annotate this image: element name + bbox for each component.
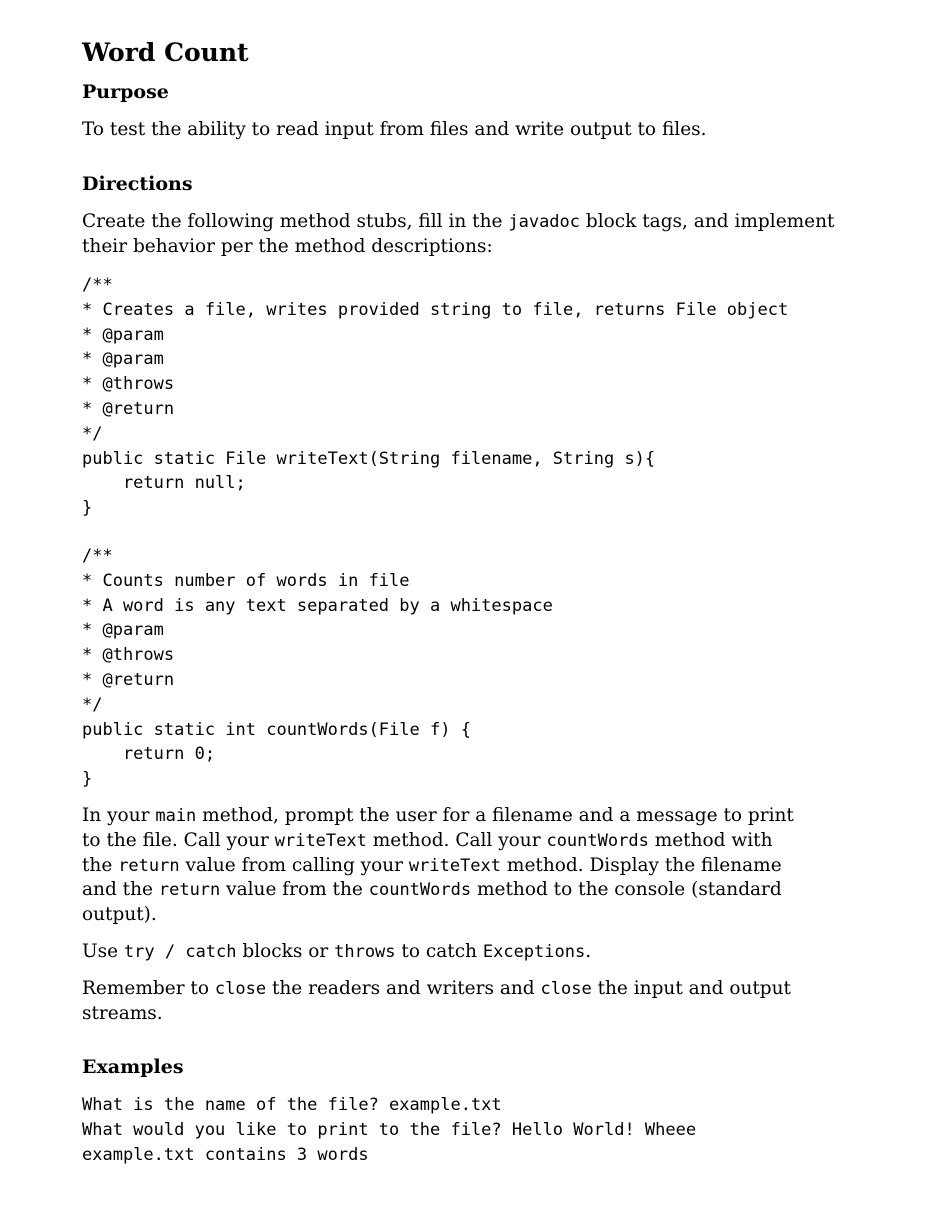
example-line: example.txt contains 3 words [82, 1144, 369, 1165]
purpose-text-line: To test the ability to read input from files and write output to files. [82, 119, 707, 140]
inline-code: return [118, 855, 180, 876]
text-span: block tags, and implement [580, 211, 835, 232]
code-line: * @param [82, 349, 164, 370]
code-line: } [82, 769, 93, 790]
inline-code: javadoc [508, 212, 581, 232]
code-line: * Creates a file, writes provided string to file, returns File object [82, 299, 789, 320]
code-line: public static int countWords(File f) { [82, 719, 471, 740]
text-span: Use [82, 941, 124, 962]
text-span: to catch [395, 941, 483, 962]
code-line: return null; [82, 473, 246, 494]
text-span: value from calling your [179, 854, 409, 876]
text-span: value from the [220, 879, 369, 901]
paragraph-line [82, 940, 842, 965]
inline-code: Exceptions [482, 942, 586, 962]
text-span: blocks or [236, 941, 335, 962]
code-line: * @throws [82, 374, 175, 395]
text-span: to the file. Call your [82, 829, 275, 851]
paragraph-line: output). [82, 904, 157, 926]
main-method-paragraph [82, 804, 842, 928]
text-span: the readers and writers and [266, 978, 541, 999]
code-line: return 0; [82, 744, 216, 765]
text-span: Create the following method stubs, fill in the [82, 211, 509, 232]
paragraph-line [82, 854, 842, 879]
inline-code: throws [334, 942, 396, 962]
directions-intro [82, 210, 842, 260]
inline-code: main [155, 806, 197, 826]
directions-intro-line-2: their behavior per the method descriptions: [82, 235, 493, 257]
inline-code: return [158, 880, 221, 901]
paragraph-line: streams. [82, 1002, 163, 1024]
paragraph-line [82, 878, 842, 903]
inline-code: writeText [274, 830, 367, 851]
text-span: method. Display the filename [501, 854, 782, 876]
inline-code: countWords [368, 880, 472, 901]
inline-code: close [214, 979, 267, 999]
code-line: * @throws [82, 645, 175, 666]
example-line: What is the name of the file? example.txt [82, 1095, 502, 1115]
code-line: /** [82, 546, 113, 566]
page-title: Word Count [82, 38, 249, 67]
code-line: * @param [82, 620, 164, 641]
paragraph-line [82, 977, 842, 1002]
examples-code-block [82, 1093, 696, 1167]
text-span: method to the console (standard [471, 879, 782, 901]
text-span: In your [82, 805, 156, 826]
purpose-heading: Purpose [82, 81, 169, 103]
example-line: What would you like to print to the file? Hello World! Wheee [82, 1119, 697, 1140]
code-block-write-text [82, 273, 788, 521]
directions-intro-line-1 [82, 210, 842, 235]
inline-code: countWords [546, 830, 649, 851]
code-line: * A word is any text separated by a whitespace [82, 595, 553, 616]
inline-code: try / catch [123, 942, 237, 962]
directions-heading: Directions [82, 173, 193, 195]
paragraph-line [82, 804, 842, 829]
close-streams-paragraph [82, 977, 842, 1027]
text-span: and the [82, 879, 159, 901]
code-line: * @return [82, 398, 175, 419]
code-line: } [82, 498, 93, 519]
text-span: Remember to [82, 978, 215, 999]
purpose-text [82, 118, 842, 143]
text-span: method. Call your [366, 829, 547, 851]
text-span: method, prompt the user for a filename and a message to print [196, 805, 794, 826]
paragraph-line [82, 829, 842, 854]
inline-code: writeText [408, 855, 502, 876]
try-catch-paragraph [82, 940, 842, 965]
text-span: . [585, 941, 592, 962]
code-line: public static File writeText(String filename, String s){ [82, 448, 656, 469]
code-block-count-words [82, 544, 553, 792]
text-span: the input and output [591, 978, 791, 999]
code-line: /** [82, 275, 113, 295]
code-line: * @return [82, 669, 175, 690]
text-span: the [82, 854, 119, 876]
code-line: * Counts number of words in file [82, 570, 410, 591]
code-line: * @param [82, 324, 164, 345]
code-line: */ [82, 423, 103, 444]
text-span: method with [648, 829, 773, 851]
examples-heading: Examples [82, 1056, 184, 1078]
inline-code: close [540, 979, 592, 999]
code-line: */ [82, 694, 103, 715]
